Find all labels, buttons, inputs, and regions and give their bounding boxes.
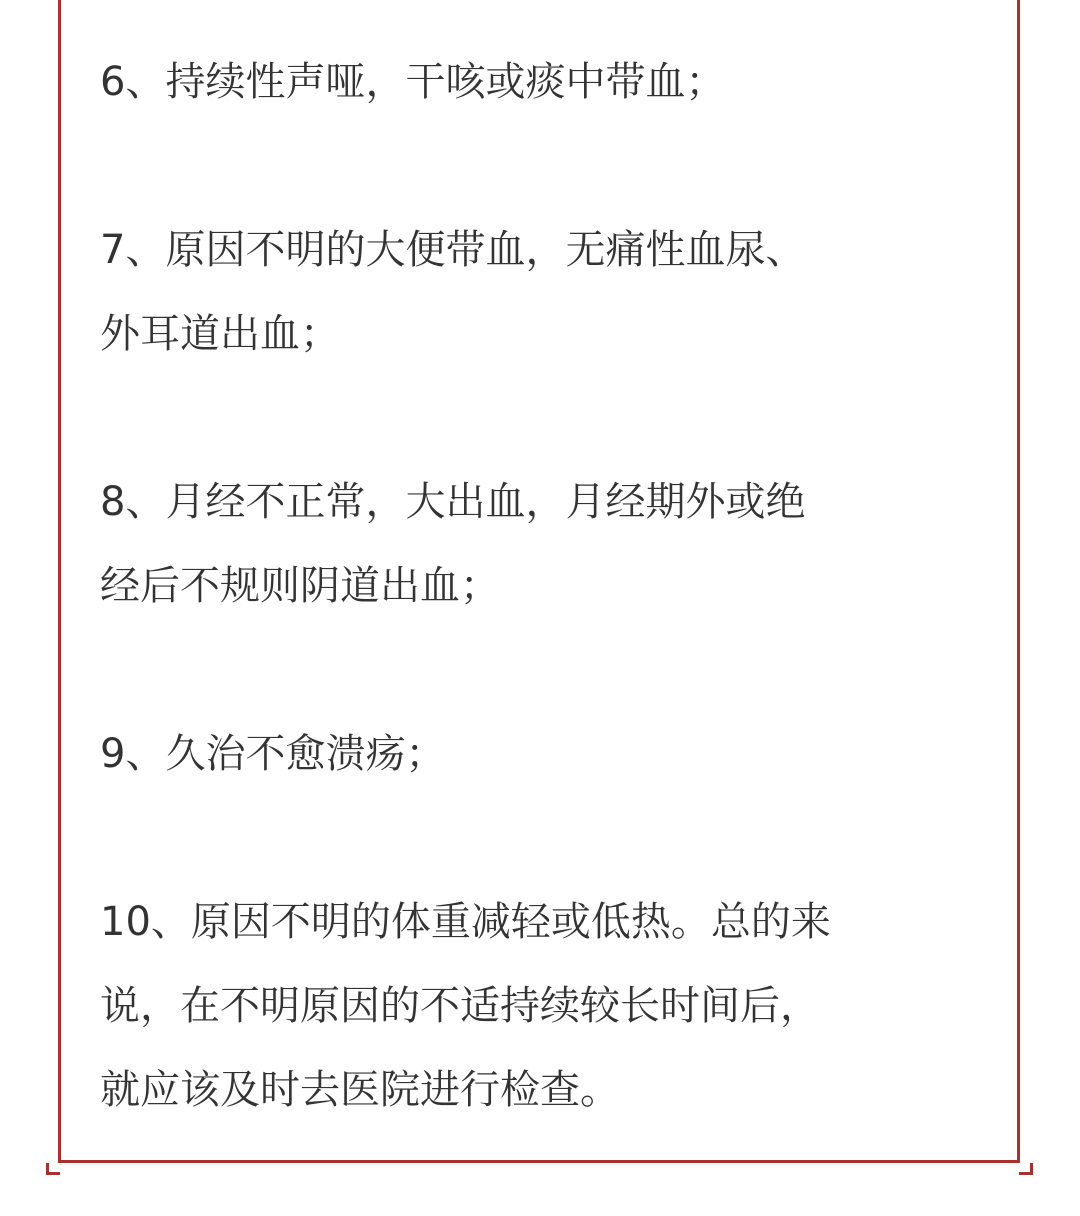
list-item-text: 9、久治不愈溃疡； bbox=[100, 731, 446, 777]
list-item-10 bbox=[100, 880, 990, 1132]
list-item-text: 8、月经不正常，大出血，月经期外或绝 bbox=[100, 479, 806, 525]
list-item-6 bbox=[100, 40, 990, 124]
list-item-text: 外耳道出血； bbox=[100, 311, 340, 357]
list-item-text: 6、持续性声哑，干咳或痰中带血； bbox=[100, 59, 726, 105]
list-item-text: 7、原因不明的大便带血，无痛性血尿、 bbox=[100, 227, 806, 273]
list-item-text: 经后不规则阴道出血； bbox=[100, 563, 500, 609]
list-item-text: 说，在不明原因的不适持续较长时间后， bbox=[100, 983, 820, 1029]
symptom-list bbox=[100, 40, 990, 1132]
frame-corner-right bbox=[1019, 1163, 1033, 1175]
list-item-8 bbox=[100, 460, 990, 628]
list-item-9 bbox=[100, 712, 990, 796]
frame-corner-left bbox=[46, 1163, 60, 1175]
list-item-text: 10、原因不明的体重减轻或低热。总的来 bbox=[100, 899, 831, 945]
list-item-text: 就应该及时去医院进行检查。 bbox=[100, 1067, 620, 1113]
list-item-7 bbox=[100, 208, 990, 376]
